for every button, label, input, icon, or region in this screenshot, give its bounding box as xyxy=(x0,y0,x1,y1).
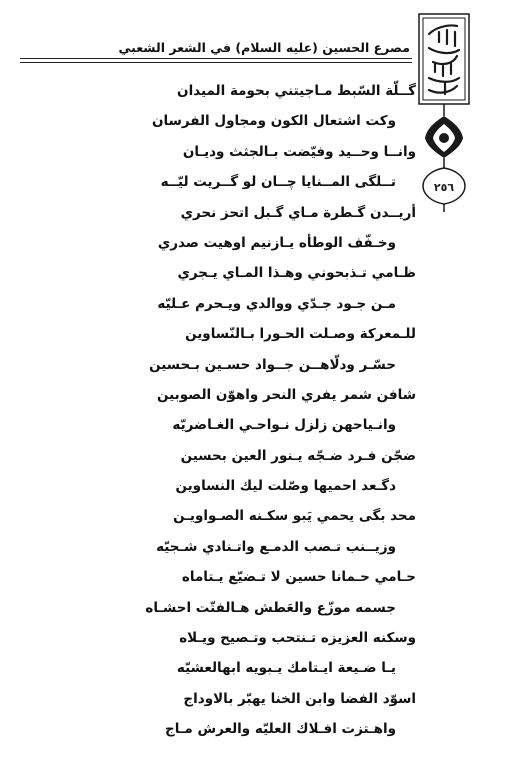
verse-line: أريــدن گـطرة مـاي گـبل اتحز نحري xyxy=(180,204,416,221)
verse-line: وكت اشتعال الكون ومجاول الفرسان xyxy=(151,113,396,130)
verse-line: مـن جـود جـدّي ووالدي ويـحرم عـليّه xyxy=(157,295,396,312)
page-number: ٢٥٦ xyxy=(433,181,455,194)
verse-line: ظـامي تـذبحوني وهـذا المـاي يـجري xyxy=(177,265,416,282)
floral-ornament xyxy=(425,116,463,168)
verse-line: تــلگى المــنايا چــان لو گــريت ليّــه xyxy=(160,174,396,191)
verse-line: يـا ضـيعة ايـتامك يـبويه ابهالعشيّه xyxy=(176,660,396,677)
verse-line: حسّـر ودلّاهــن جــواد حسـين بـحسين xyxy=(149,356,396,373)
running-head: مصرع الحسين (عليه السلام) في الشعر الشعبي xyxy=(118,40,410,55)
verse-line: محد بگى يحمي يَبو سكـنه الصـواويـن xyxy=(173,508,416,525)
verse-line: حـامي حـمانا حسين لا تـضيّع يـتاماه xyxy=(181,569,416,586)
header-rule-bottom xyxy=(20,62,412,63)
verse-line: واهـتزت افـلاك العليّه والعرش مـاج xyxy=(164,721,396,738)
verse-line: شافن شمر يفري النحر واهوّن الصوبين xyxy=(156,386,416,403)
verse-line: وسكنه العزيزه تـنتحب وتـصيح ويـلاه xyxy=(179,630,416,647)
verse-line: وخـفّف الوطأه يـازنيم اوهيت صدري xyxy=(157,234,396,251)
verse-line: جسمه موزّع والعَطش هـالفتّت احشـاه xyxy=(145,599,396,616)
page-number-badge xyxy=(423,168,465,204)
verse-line: اسوّد الفضا وابن الخنا يهبّر بالاوداج xyxy=(183,690,416,707)
verse-line: للـمعركة وصـلت الحـورا بـالنّساوين xyxy=(185,326,416,343)
emblem-ornament xyxy=(417,12,471,212)
poem-verses xyxy=(16,76,416,745)
header-rule-top xyxy=(20,58,412,59)
verse-line: گــلّة السّبط مـاجيتني بحومة الميدان xyxy=(177,83,416,99)
verse-line: وزيــنب تـصب الدمـع واتـنادي شـجيّه xyxy=(156,538,396,555)
verse-line: ضجّن فـرد ضـجّه يـنور العين بحسين xyxy=(180,447,416,464)
verse-line: وانــا وحــيد وفيّضت بـالجثث وديـان xyxy=(182,143,416,160)
verse-line: وانـياحهن زلزل نـواحـي الغـاضريّه xyxy=(172,417,396,434)
verse-line: دگـعد احميها وصّلت ليك النساوين xyxy=(175,478,396,495)
